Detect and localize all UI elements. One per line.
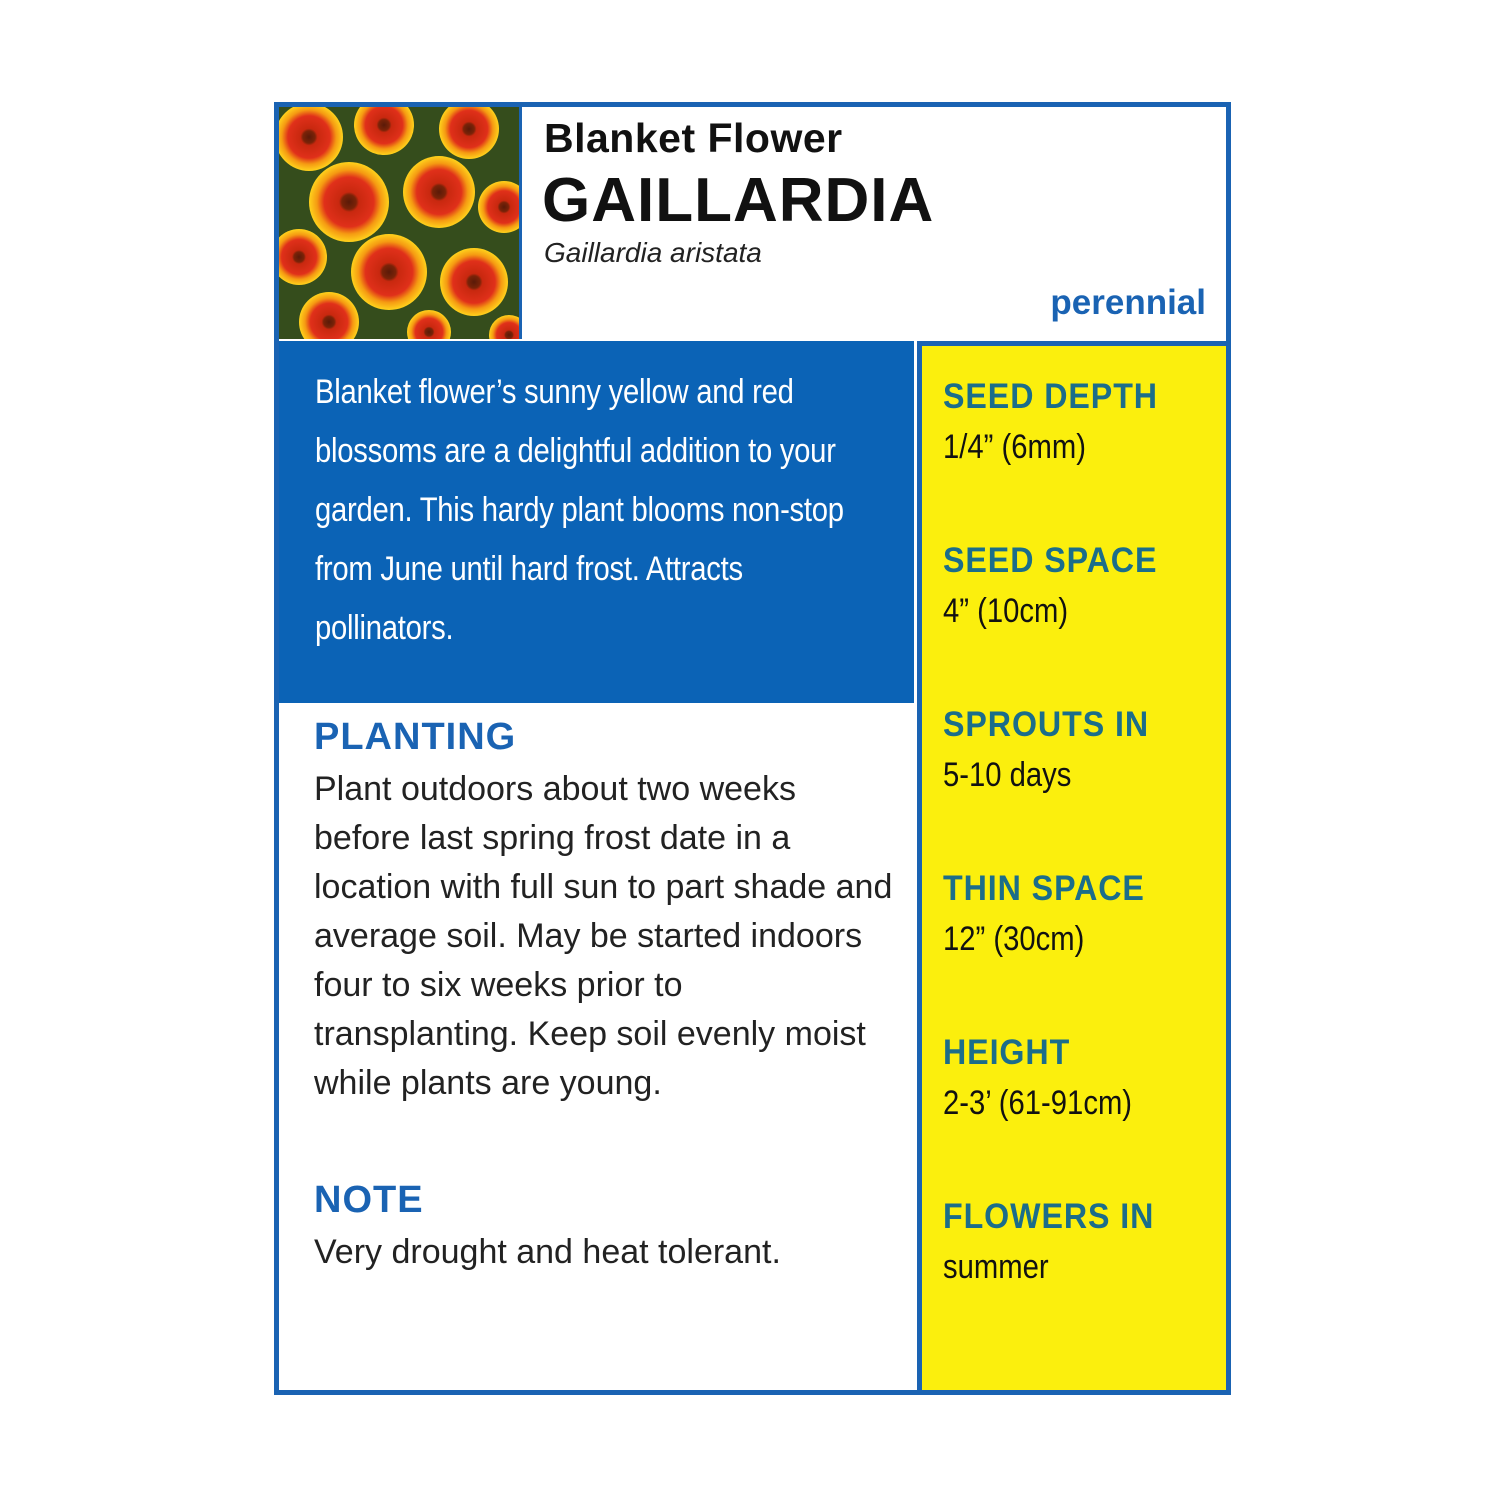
stat-label: HEIGHT — [943, 1033, 1071, 1072]
growing-stats-panel — [917, 341, 1226, 1390]
botanical-name: Gaillardia aristata — [544, 237, 762, 268]
gaillardia-flowers-image — [279, 107, 519, 339]
title-area — [524, 107, 1226, 339]
life-cycle-label: perennial — [1050, 283, 1206, 322]
instructions-area — [279, 703, 914, 1390]
stat-flowers-in — [943, 1192, 1226, 1356]
stat-height — [943, 1028, 1226, 1192]
note-heading: NOTE — [314, 1179, 424, 1221]
stat-value: 1/4” (6mm) — [943, 428, 1086, 466]
stat-label: SEED SPACE — [943, 541, 1158, 580]
seed-packet-card — [274, 102, 1231, 1395]
stat-label: FLOWERS IN — [943, 1197, 1155, 1236]
stat-value: 5-10 days — [943, 756, 1072, 794]
planting-text: Plant outdoors about two weeks before last spring frost date in a location with full sun to part shade and average soil. May be started indoors four to six weeks prior to transplanting. Keep soil evenly moist while plants are young. — [314, 770, 893, 1102]
main-name: GAILLARDIA — [542, 166, 935, 235]
stat-seed-depth — [943, 372, 1226, 536]
stat-value: 4” (10cm) — [943, 592, 1069, 630]
stat-value: 2-3’ (61-91cm) — [943, 1084, 1133, 1122]
flower-photo — [279, 107, 522, 339]
stat-label: SPROUTS IN — [943, 705, 1150, 744]
stat-value: 12” (30cm) — [943, 920, 1085, 958]
common-name: Blanket Flower — [544, 115, 843, 161]
description-text: Blanket flower’s sunny yellow and red blossoms are a delightful addition to your garden. This hardy plant blooms non-stop from June until hard frost. Attracts pollinators. — [315, 373, 844, 647]
planting-heading: PLANTING — [314, 716, 517, 758]
stat-thin-space — [943, 864, 1226, 1028]
description-panel — [279, 341, 914, 703]
stat-value: summer — [943, 1248, 1049, 1286]
stat-label: THIN SPACE — [943, 869, 1145, 908]
stat-sprouts-in — [943, 700, 1226, 864]
stat-label: SEED DEPTH — [943, 377, 1158, 416]
stat-seed-space — [943, 536, 1226, 700]
note-text: Very drought and heat tolerant. — [314, 1233, 781, 1271]
